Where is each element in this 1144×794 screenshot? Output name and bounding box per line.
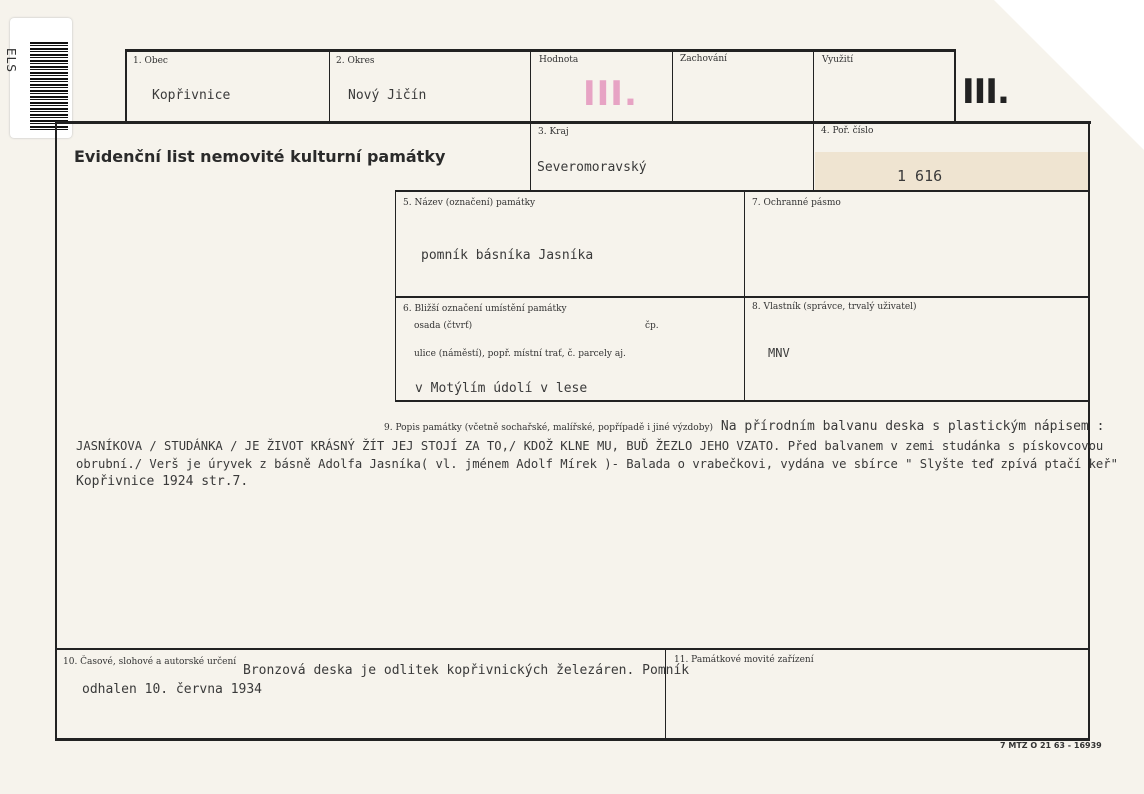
form-title: Evidenční list nemovité kulturní památky — [74, 147, 446, 166]
main-bottom-border — [55, 738, 1090, 741]
por-cislo-band — [815, 152, 1088, 190]
popis-line-3: Kopřivnice 1924 str.7. — [76, 474, 249, 489]
hodnota-stamp: III. — [583, 74, 638, 114]
popis-line-2: obrubní./ Verš je úryvek z básně Adolfa Jasníka( vl. jménem Adolf Mírek )- Balada o vrabečkovi, vydána ve sbírce " Slyšte teď zpívá ptačí keř" — [76, 457, 1118, 471]
por-cislo-label: 4. Poř. číslo — [821, 126, 874, 136]
popis-line-0-text: Na přírodním balvanu deska s plastickým nápisem : — [720, 419, 1105, 434]
main-top-border — [55, 121, 1091, 124]
vyuziti-label: Využití — [822, 55, 854, 65]
header-left-border — [125, 49, 127, 124]
umisteni-value: v Motýlím údolí v lese — [415, 381, 588, 396]
folded-corner — [994, 0, 1144, 150]
umisteni-label: 6. Bližší označení umístění památky — [403, 304, 567, 314]
cp-label: čp. — [645, 321, 659, 331]
footer-print-code: 7 MTZ O 21 63 - 16939 — [1000, 741, 1102, 750]
osada-label: osada (čtvrť) — [414, 321, 473, 331]
zachovani-label: Zachování — [680, 54, 727, 64]
nazev-value: pomník básníka Jasníka — [421, 248, 594, 263]
obec-label: 1. Obec — [133, 56, 168, 66]
kraj-value: Severomoravský — [537, 160, 647, 175]
por-cislo-value: 1 616 — [897, 167, 943, 185]
casove-line-2: odhalen 10. června 1934 — [82, 682, 263, 697]
hodnota-label: Hodnota — [539, 55, 579, 65]
ulice-label: ulice (náměstí), popř. místní trať, č. parcely aj. — [414, 349, 626, 359]
header-divider-3 — [672, 49, 673, 121]
section-10-top — [55, 648, 1090, 650]
okres-label: 2. Okres — [336, 56, 375, 66]
barcode-text: ELS — [4, 48, 18, 73]
popis-line-0 — [76, 418, 1105, 437]
row-3-bottom — [395, 190, 1090, 192]
section-10-divider — [665, 648, 666, 740]
obec-value: Kopřivnice — [152, 88, 231, 103]
row-6-bottom — [395, 400, 1090, 402]
header-right-border — [954, 49, 956, 121]
okres-value: Nový Jičín — [348, 88, 427, 103]
popis-label: 9. Popis památky (včetně sochařské, malířské, popřípadě i jiné výzdoby) — [384, 423, 714, 433]
ochranne-pasmo-label: 7. Ochranné pásmo — [752, 198, 841, 208]
casove-line-1: Bronzová deska je odlitek kopřivnických železáren. Pomník — [243, 663, 690, 678]
barcode-sticker — [4, 18, 72, 138]
vlastnik-value: MNV — [768, 346, 790, 360]
movite-label: 11. Památkové movité zařízení — [674, 655, 814, 665]
row-5-bottom — [395, 296, 1090, 298]
header-divider-1 — [329, 49, 330, 124]
kraj-label: 3. Kraj — [538, 127, 569, 137]
grade-stamp: III. — [962, 72, 1009, 112]
header-top-border — [125, 49, 956, 52]
nazev-label: 5. Název (označení) památky — [403, 198, 536, 208]
barcode-icon — [30, 42, 68, 132]
popis-line-1: JASNÍKOVA / STUDÁNKA / JE ŽIVOT KRÁSNÝ ŽÍT JEJ STOJÍ ZA TO,/ KDOŽ KLNE MU, BUĎ ŽEZLO JEHO VZATO. Před balvanem v zemi studánka s pískovcovou — [76, 439, 1104, 453]
vlastnik-label: 8. Vlastník (správce, trvalý uživatel) — [752, 302, 917, 312]
casove-label: 10. Časové, slohové a autorské určení — [63, 657, 237, 667]
popis-text — [76, 418, 1118, 491]
